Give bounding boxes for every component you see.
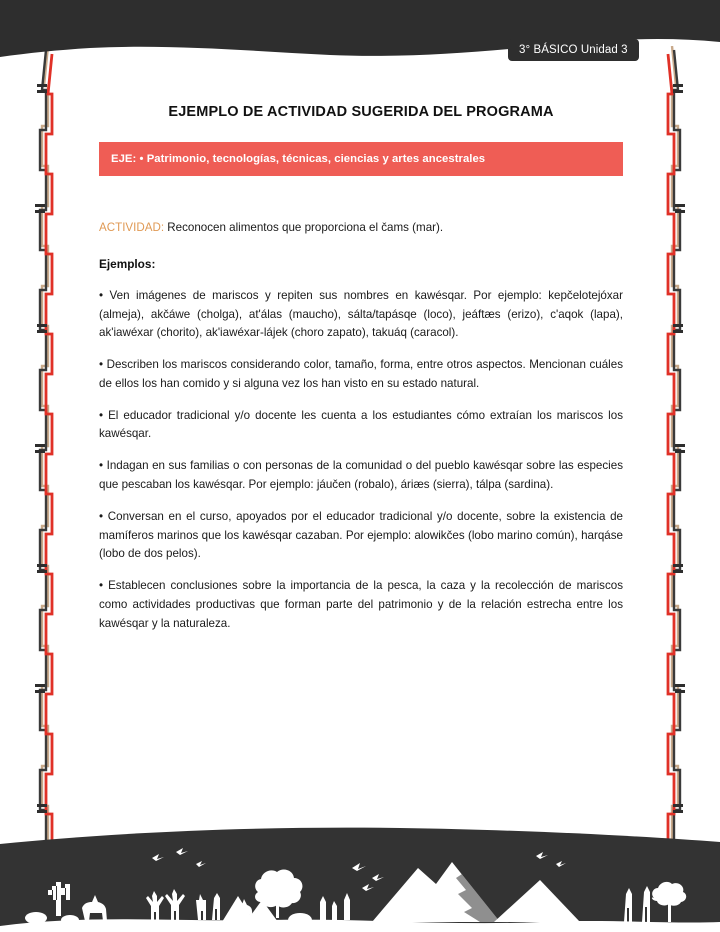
list-item: • El educador tradicional y/o docente les cuenta a los estudiantes cómo extraían los mariscos los kawésqar. [99, 408, 623, 441]
list-item: • Establecen conclusiones sobre la importancia de la pesca, la caza y la recolección de mariscos como actividades productivas que forman parte del patrimonio y de la relación estrecha entre los kawésqar y la naturaleza. [99, 579, 623, 630]
activity-description: Reconocen alimentos que proporciona el čams (mar). [164, 221, 444, 234]
examples-heading: Ejemplos: [99, 256, 156, 271]
list-item: • Indagan en sus familias o con personas de la comunidad o del pueblo kawésqar sobre las especies que pescaban los kawésqar. Por ejemplo: jáučen (robalo), áriæs (sierra), tálpa (sardina). [99, 459, 623, 492]
top-banner [0, 0, 720, 72]
eje-banner [99, 142, 623, 176]
unit-badge [508, 39, 639, 61]
left-ornamental-ribbon [22, 46, 68, 846]
document-body [99, 104, 623, 634]
eje-label: EJE: • Patrimonio, tecnologías, técnicas, ciencias y artes ancestrales [111, 153, 486, 165]
unit-badge-label: 3° BÁSICO Unidad 3 [519, 44, 628, 56]
page-title: EJEMPLO DE ACTIVIDAD SUGERIDA DEL PROGRAMA [168, 104, 554, 120]
examples-list [99, 287, 623, 634]
footer-landscape-illustration [0, 822, 720, 932]
right-ornamental-ribbon [652, 46, 698, 846]
list-item: • Conversan en el curso, apoyados por el educador tradicional y/o docente, sobre la existencia de mamíferos marinos que los kawésqar cazaban. Por ejemplo: alowikčes (lobo marino común), harqáse (lobo de dos pelos). [99, 509, 623, 561]
activity-label: ACTIVIDAD: [99, 221, 165, 234]
list-item: • Describen los mariscos considerando color, tamaño, forma, entre otros aspectos. Mencionan cuáles de ellos los han comido y si alguna vez los han visto en su estado natural. [99, 358, 623, 390]
activity-line [99, 220, 623, 237]
list-item: • Ven imágenes de mariscos y repiten sus nombres en kawésqar. Por ejemplo: kepčelotejóxar (almeja), akčáwe (cholga), at'álas (maucho), sálta/tapásqe (loco), jeáftæs (erizo), c'aqok (lapa), ak'iawéxar (chorito), ak'iawéxar-lájek (choro zapato), takuáq (caracol). [99, 288, 623, 340]
